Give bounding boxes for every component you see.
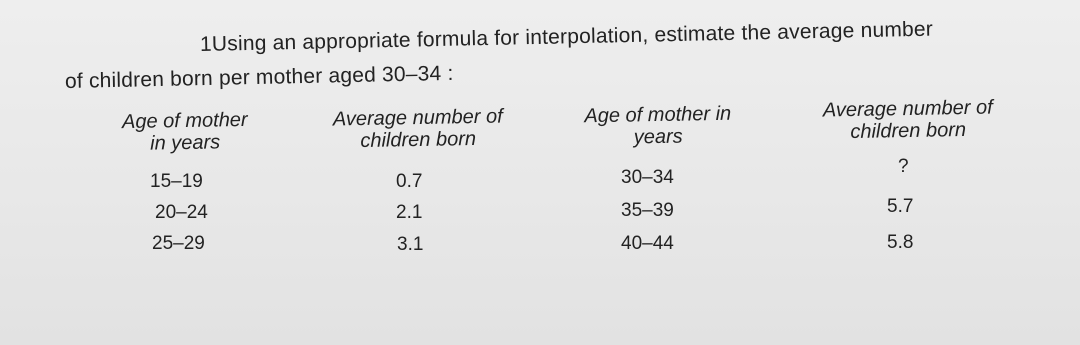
header-line: Average number of	[332, 105, 503, 131]
left-age-cell: 25–29	[152, 233, 205, 254]
header-line: Average number of	[822, 96, 993, 122]
question-prefix: 1	[199, 32, 213, 56]
left-age-cell: 20–24	[155, 202, 208, 223]
header-age-of-mother-right	[563, 102, 754, 149]
header-age-of-mother-left	[110, 109, 261, 156]
header-line: Age of mother in	[584, 102, 732, 128]
question-line-2: of children born per mother aged 30–34 :	[64, 61, 454, 93]
right-age-cell: 40–44	[621, 233, 674, 254]
right-value-cell: 5.7	[887, 196, 914, 217]
header-average-children-left	[318, 105, 519, 152]
left-value-cell: 2.1	[396, 202, 423, 223]
header-line: children born	[360, 127, 477, 153]
right-value-cell: 5.8	[887, 232, 914, 253]
question-line-1	[200, 18, 933, 57]
header-average-children-right	[798, 96, 1019, 144]
header-line: in years	[149, 131, 221, 155]
right-age-cell: 30–34	[621, 167, 674, 188]
question-text-line-1: Using an appropriate formula for interpolation, estimate the average number	[211, 17, 934, 56]
left-value-cell: 3.1	[397, 234, 424, 255]
right-value-cell: ?	[898, 156, 909, 177]
header-line: children born	[850, 118, 967, 144]
header-line: years	[633, 125, 683, 149]
left-value-cell: 0.7	[396, 171, 423, 192]
left-age-cell: 15–19	[150, 171, 203, 192]
header-line: Age of mother	[121, 108, 248, 134]
right-age-cell: 35–39	[621, 200, 674, 221]
